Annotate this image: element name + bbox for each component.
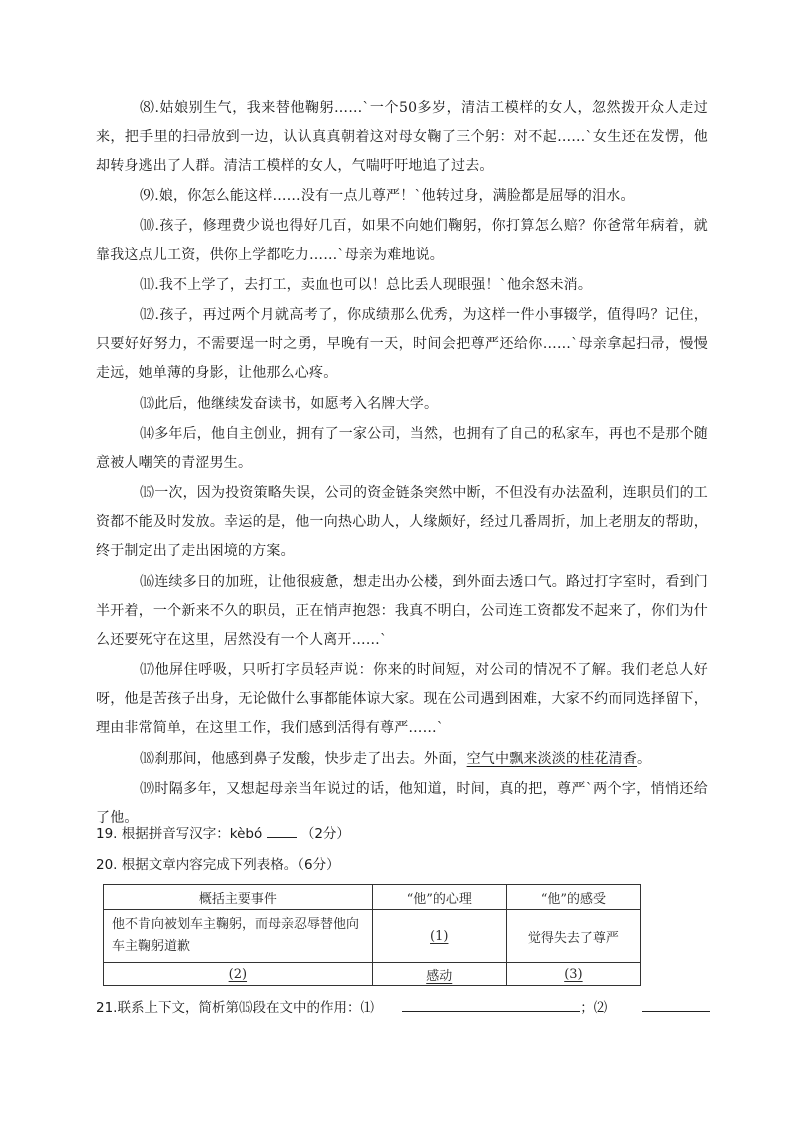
table-cell-event-1: 他不肯向被划车主鞠躬，而母亲忍辱替他向车主鞠躬道歉 [104, 910, 373, 963]
question-19-score: （2分） [300, 826, 350, 842]
paragraph-17: ⒄他屏住呼吸，只听打字员轻声说：你来的时间短，对公司的情况不了解。我们老总人好呀，他是苦孩子出身，无论做什么事都能体谅大家。现在公司遇到困难，大家不约而同选择留下，理由非常简单，在这里工作，我们感到活得有尊严……` [96, 662, 708, 736]
paragraph-11: ⑾.我不上学了，去打工，卖血也可以！总比丢人现眼强！`他余怒未消。 [140, 277, 593, 293]
paragraph-18 [96, 745, 708, 774]
paragraph-18-text: ⒅刹那间，他感到鼻子发酸，快步走了出去。外面， [140, 751, 467, 767]
question-20: 20. 根据文章内容完成下列表格。（6分） [96, 857, 340, 873]
answer-blank-21-1[interactable] [402, 997, 580, 1012]
table-header-row [104, 885, 641, 910]
paragraph-14: ⒁多年后，他自主创业，拥有了一家公司，当然，也拥有了自己的私家车，再也不是那个随意被人嘲笑的青涩男生。 [96, 426, 708, 471]
answer-blank-21-2[interactable] [642, 997, 710, 1012]
paragraph-19: ⒆时隔多年，又想起母亲当年说过的话，他知道，时间，真的把，尊严`两个字，悄悄还给了他。 [96, 781, 708, 826]
table-header-event: 概括主要事件 [104, 885, 373, 910]
paragraph-13: ⒀此后，他继续发奋读书，如愿考入名牌大学。 [140, 396, 439, 412]
paragraph-16: ⒃连续多日的加班，让他很疲惫，想走出办公楼，到外面去透口气。路过打字室时，看到门半开着，一个新来不久的职员，正在悄声抱怨：我真不明白，公司连工资都发不起来了，你们为什么还要死守在这里，居然没有一个人离开……` [96, 574, 708, 648]
question-21 [96, 997, 716, 1019]
blank-label-3: (3) [564, 966, 583, 982]
mind-value: 感动 [426, 968, 453, 984]
table-cell-mind-1[interactable] [372, 910, 506, 963]
table-cell-feeling-1: 觉得失去了尊严 [506, 910, 640, 963]
question-19-text: 19. 根据拼音写汉字：kèbó [96, 826, 263, 842]
paragraph-18-end: 。 [637, 751, 652, 767]
table-cell-mind-2 [372, 963, 506, 986]
table-header-feeling: “他”的感受 [506, 885, 640, 910]
table-cell-event-2[interactable] [104, 963, 373, 986]
answer-blank-19[interactable] [267, 823, 297, 838]
table-header-mind: “他”的心理 [372, 885, 506, 910]
question-19 [96, 823, 716, 845]
table-cell-feeling-2[interactable] [506, 963, 640, 986]
paragraph-12: ⑿.孩子，再过两个月就高考了，你成绩那么优秀，为这样一件小事辍学，值得吗？记住，只要好好努力，不需要逞一时之勇，早晚有一天，时间会把尊严还给你……`母亲拿起扫帚，慢慢走远，她单薄的身影，让他那么心疼。 [96, 307, 708, 381]
paragraph-15: ⒂一次，因为投资策略失误，公司的资金链条突然中断，不但没有办法盈利，连职员们的工资都不能及时发放。幸运的是，他一向热心助人，人缘颇好，经过几番周折，加上老朋友的帮助，终于制定出了走出困境的方案。 [96, 485, 708, 559]
blank-label-1: (1) [430, 928, 449, 944]
blank-label-2: (2) [228, 966, 248, 982]
paragraph-9: ⑼.娘，你怎么能这样……没有一点儿尊严！`他转过身，满脸都是屈辱的泪水。 [140, 188, 635, 204]
question-21-text: 21.联系上下文，简析第⒂段在文中的作用：⑴ [96, 1000, 374, 1016]
paragraph-10: ⑽.孩子，修理费少说也得好几百，如果不向她们鞠躬，你打算怎么赔？你爸常年病着，就靠我这点儿工资，供你上学都吃力……`母亲为难地说。 [96, 218, 708, 263]
underlined-sentence: 空气中飘来淡淡的桂花清香 [466, 751, 638, 767]
event-table [103, 884, 641, 986]
question-21-separator: ；⑵ [580, 1000, 608, 1016]
paragraph-8: ⑻.姑娘别生气，我来替他鞠躬……`一个50多岁，清洁工模样的女人，忽然拨开众人走过来，把手里的扫帚放到一边，认认真真朝着这对母女鞠了三个躬：对不起……`女生还在发愣，他却转身逃出了人群。清洁工模样的女人，气喘吁吁地追了过去。 [96, 100, 708, 174]
table-row [104, 963, 641, 986]
table-row [104, 910, 641, 963]
